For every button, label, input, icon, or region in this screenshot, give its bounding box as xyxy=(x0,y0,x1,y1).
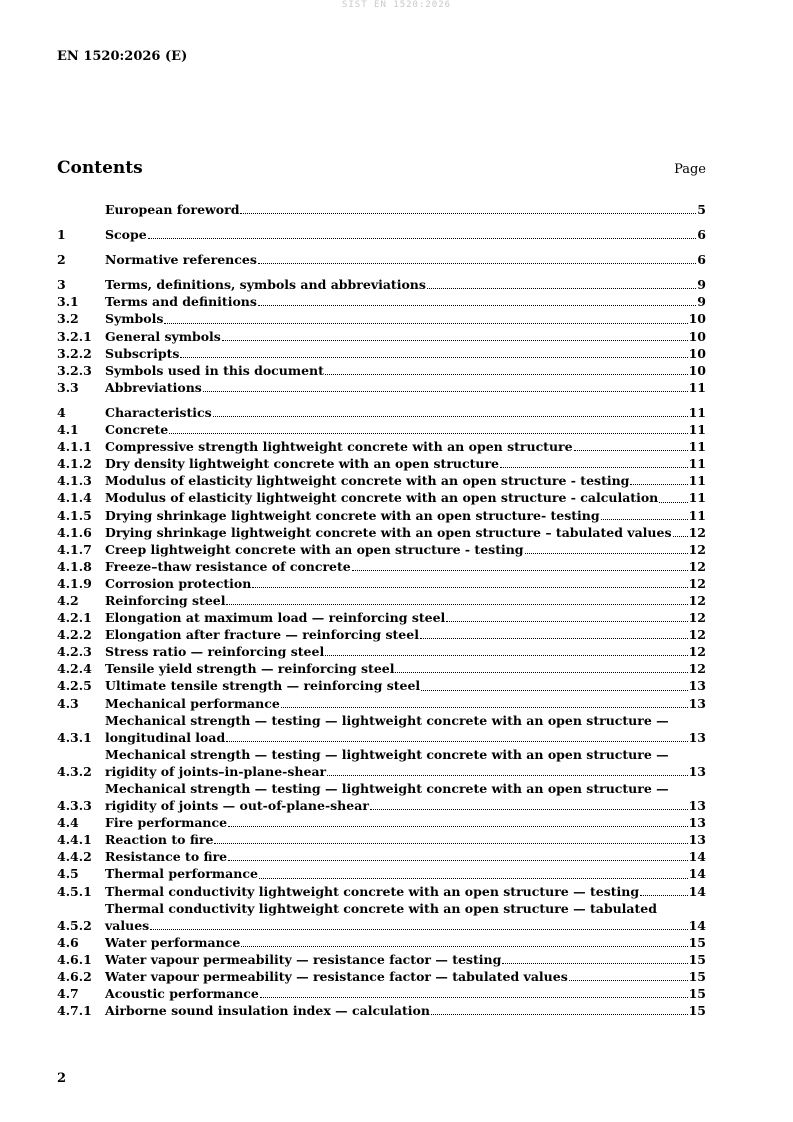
toc-entry-page: 13 xyxy=(688,695,706,711)
toc-entry-page: 9 xyxy=(697,277,706,293)
toc-entry-title: Corrosion protection xyxy=(105,575,252,591)
toc-dot-leader xyxy=(226,741,687,742)
toc-entry-page: 13 xyxy=(688,678,706,694)
toc-entry-title: Airborne sound insulation index — calculation xyxy=(105,1003,430,1019)
toc-entry-title: Symbols used in this document xyxy=(105,362,324,378)
toc-entry-title: Terms, definitions, symbols and abbreviations xyxy=(105,277,426,293)
toc-entry-number: 4 xyxy=(57,404,66,420)
toc-entry-title: Modulus of elasticity lightweight concrete with an open structure - testing xyxy=(105,473,630,489)
toc-dot-leader xyxy=(500,467,688,468)
toc-entry[interactable] xyxy=(57,848,706,865)
toc-entry-page: 12 xyxy=(688,558,706,574)
toc-entry-page: 11 xyxy=(688,456,706,472)
toc-entry[interactable] xyxy=(57,575,706,592)
toc-entry-title: Reinforcing steel xyxy=(105,592,226,608)
toc-entry-title: Reaction to fire xyxy=(105,832,214,848)
toc-dot-leader xyxy=(352,570,688,571)
toc-entry-number: 3.1 xyxy=(57,294,79,310)
page-number: 2 xyxy=(57,1071,67,1086)
toc-dot-leader xyxy=(630,484,687,485)
toc-entry-page: 12 xyxy=(688,661,706,677)
toc-entry-page: 5 xyxy=(697,202,706,217)
toc-dot-leader xyxy=(525,553,688,554)
toc-entry-page: 11 xyxy=(688,473,706,489)
toc-entry-page: 11 xyxy=(688,490,706,506)
toc-entry-number: 4.1.4 xyxy=(57,490,92,506)
toc-entry[interactable] xyxy=(57,379,706,396)
toc-entry-title: Mechanical strength — testing — lightweight concrete with an open structure — xyxy=(105,746,669,762)
toc-entry-page: 6 xyxy=(697,252,706,268)
toc-entry[interactable] xyxy=(57,524,706,541)
toc-entry-page: 15 xyxy=(688,986,706,1002)
toc-dot-leader xyxy=(569,980,688,981)
toc-entry-number: 4.1.9 xyxy=(57,575,92,591)
toc-entry-title: values xyxy=(105,917,150,933)
toc-dot-leader xyxy=(659,502,687,503)
toc-dot-leader xyxy=(214,843,687,844)
toc-entry-title: Scope xyxy=(105,227,147,243)
toc-entry-title: Compressive strength lightweight concrete with an open structure xyxy=(105,439,573,455)
toc-entry-number: 4.1.2 xyxy=(57,456,92,472)
toc-dot-leader xyxy=(281,707,688,708)
toc-entry-number: 4.6.1 xyxy=(57,951,92,967)
toc-entry-number: 4.2.1 xyxy=(57,610,92,626)
toc-entry[interactable] xyxy=(57,472,706,489)
toc-dot-leader xyxy=(420,638,688,639)
toc-entry-number: 3 xyxy=(57,277,66,293)
toc-dot-leader xyxy=(640,895,688,896)
toc-entry-page: 15 xyxy=(688,1003,706,1019)
toc-entry-page: 12 xyxy=(688,644,706,660)
toc-dot-leader xyxy=(240,213,696,214)
toc-entry[interactable] xyxy=(57,985,706,1002)
toc-entry-page: 14 xyxy=(688,917,706,933)
toc-entry-page: 11 xyxy=(688,404,706,420)
toc-entry-number: 4.7.1 xyxy=(57,1003,92,1019)
toc-entry-number: 4.5.2 xyxy=(57,917,92,933)
toc-entry[interactable] xyxy=(57,814,706,831)
toc-entry[interactable] xyxy=(57,328,706,345)
toc-entry-page: 6 xyxy=(697,227,706,243)
toc-entry-number: 2 xyxy=(57,252,66,268)
toc-dot-leader xyxy=(395,672,687,673)
toc-entry-number: 4.3.2 xyxy=(57,763,92,779)
toc-entry-title: Mechanical strength — testing — lightweight concrete with an open structure — xyxy=(105,712,669,728)
toc-entry-number: 4.2.5 xyxy=(57,678,92,694)
toc-entry[interactable] xyxy=(57,201,706,218)
toc-entry[interactable] xyxy=(57,780,706,814)
toc-entry-title: Normative references xyxy=(105,252,257,268)
toc-entry-title: Drying shrinkage lightweight concrete with an open structure – tabulated values xyxy=(105,524,672,540)
toc-entry-number: 4.2.3 xyxy=(57,644,92,660)
toc-entry-page: 13 xyxy=(688,832,706,848)
contents-heading: Contents xyxy=(57,158,143,178)
toc-entry-title: Ultimate tensile strength — reinforcing steel xyxy=(105,678,421,694)
toc-entry-number: 4.1.7 xyxy=(57,541,92,557)
toc-entry[interactable] xyxy=(57,276,706,293)
toc-entry-page: 10 xyxy=(688,345,706,361)
document-id: EN 1520:2026 (E) xyxy=(57,49,188,64)
toc-entry[interactable] xyxy=(57,609,706,626)
toc-entry-page: 14 xyxy=(688,849,706,865)
toc-entry-title: Thermal performance xyxy=(105,866,258,882)
toc-entry[interactable] xyxy=(57,541,706,558)
toc-dot-leader xyxy=(601,519,688,520)
toc-entry-title: European foreword xyxy=(105,202,240,217)
toc-entry[interactable] xyxy=(57,934,706,951)
toc-entry[interactable] xyxy=(57,226,706,243)
toc-entry-page: 11 xyxy=(688,439,706,455)
toc-entry-number: 4.2 xyxy=(57,592,79,608)
toc-entry[interactable] xyxy=(57,626,706,643)
toc-entry-page: 13 xyxy=(688,729,706,745)
toc-dot-leader xyxy=(164,323,687,324)
toc-entry-page: 10 xyxy=(688,311,706,327)
toc-dot-leader xyxy=(574,450,688,451)
toc-entry-number: 3.2.2 xyxy=(57,345,92,361)
toc-entry-page: 12 xyxy=(688,627,706,643)
toc-entry-title: longitudinal load xyxy=(105,729,226,745)
toc-entry[interactable] xyxy=(57,883,706,900)
toc-dot-leader xyxy=(213,416,688,417)
toc-entry-title: Thermal conductivity lightweight concrete with an open structure — testing xyxy=(105,883,640,899)
watermark-text: SIST EN 1520:2026 xyxy=(341,0,452,10)
toc-entry-page: 9 xyxy=(697,294,706,310)
toc-entry-number: 4.4 xyxy=(57,815,79,831)
toc-entry-page: 11 xyxy=(688,507,706,523)
toc-entry[interactable] xyxy=(57,362,706,379)
toc-entry-number: 3.2 xyxy=(57,311,79,327)
toc-dot-leader xyxy=(241,946,687,947)
toc-entry-number: 4.2.4 xyxy=(57,661,92,677)
toc-entry-title: Resistance to fire xyxy=(105,849,228,865)
toc-entry-title: Drying shrinkage lightweight concrete with an open structure- testing xyxy=(105,507,600,523)
toc-entry-number: 4.5.1 xyxy=(57,883,92,899)
toc-entry-title: Creep lightweight concrete with an open structure - testing xyxy=(105,541,524,557)
toc-entry-page: 12 xyxy=(688,592,706,608)
toc-entry-title: General symbols xyxy=(105,328,221,344)
toc-entry-number: 4.7 xyxy=(57,986,79,1002)
toc-entry-title: Water vapour permeability — resistance factor — testing xyxy=(105,951,502,967)
toc-entry-page: 12 xyxy=(688,524,706,540)
toc-entry-page: 13 xyxy=(688,815,706,831)
toc-entry-page: 13 xyxy=(688,798,706,814)
toc-entry[interactable] xyxy=(57,900,706,934)
toc-dot-leader xyxy=(421,690,687,691)
toc-entry-number: 4.6.2 xyxy=(57,969,92,985)
toc-entry[interactable] xyxy=(57,643,706,660)
toc-entry-title: Dry density lightweight concrete with an open structure xyxy=(105,456,500,472)
toc-entry-title: Abbreviations xyxy=(105,379,202,395)
toc-entry-title: Water vapour permeability — resistance factor — tabulated values xyxy=(105,969,568,985)
toc-dot-leader xyxy=(169,433,687,434)
toc-entry-number: 4.2.2 xyxy=(57,627,92,643)
toc-dot-leader xyxy=(228,826,688,827)
toc-dot-leader xyxy=(180,357,687,358)
toc-entry[interactable] xyxy=(57,831,706,848)
toc-entry[interactable] xyxy=(57,293,706,310)
toc-entry-title: rigidity of joints–in-plane-shear xyxy=(105,763,327,779)
toc-entry-page: 14 xyxy=(688,883,706,899)
toc-entry-title: Stress ratio — reinforcing steel xyxy=(105,644,325,660)
toc-dot-leader xyxy=(222,340,688,341)
toc-entry[interactable] xyxy=(57,660,706,677)
toc-entry-number: 4.1.6 xyxy=(57,524,92,540)
toc-entry-title: Fire performance xyxy=(105,815,228,831)
toc-dot-leader xyxy=(325,374,688,375)
toc-dot-leader xyxy=(226,604,687,605)
toc-dot-leader xyxy=(228,860,687,861)
toc-entry-page: 13 xyxy=(688,763,706,779)
toc-dot-leader xyxy=(150,929,687,930)
toc-entry-number: 4.6 xyxy=(57,934,79,950)
toc-entry-number: 4.1.3 xyxy=(57,473,92,489)
toc-entry[interactable] xyxy=(57,558,706,575)
toc-entry-title: Elongation after fracture — reinforcing steel xyxy=(105,627,419,643)
toc-entry-title: Concrete xyxy=(105,422,169,438)
toc-dot-leader xyxy=(431,1014,688,1015)
toc-entry[interactable] xyxy=(57,712,706,746)
toc-entry[interactable] xyxy=(57,251,706,268)
toc-entry-title: Water performance xyxy=(105,934,241,950)
toc-entry-title: Terms and definitions xyxy=(105,294,257,310)
toc-dot-leader xyxy=(203,391,688,392)
toc-dot-leader xyxy=(327,775,687,776)
toc-entry-page: 11 xyxy=(688,422,706,438)
toc-entry[interactable] xyxy=(57,438,706,455)
toc-entry-page: 10 xyxy=(688,328,706,344)
toc-entry-number: 3.2.3 xyxy=(57,362,92,378)
toc-entry[interactable] xyxy=(57,1002,706,1019)
toc-dot-leader xyxy=(148,238,697,239)
toc-entry[interactable] xyxy=(57,345,706,362)
toc-entry-number: 4.1 xyxy=(57,422,79,438)
toc-entry-page: 12 xyxy=(688,541,706,557)
toc-dot-leader xyxy=(252,587,687,588)
toc-entry-number: 4.3 xyxy=(57,695,79,711)
toc-entry-title: Acoustic performance xyxy=(105,986,259,1002)
toc-entry[interactable] xyxy=(57,695,706,712)
toc-entry-title: Symbols xyxy=(105,311,164,327)
toc-entry[interactable] xyxy=(57,865,706,882)
toc-entry-page: 11 xyxy=(688,379,706,395)
toc-entry-number: 4.3.1 xyxy=(57,729,92,745)
toc-dot-leader xyxy=(370,809,688,810)
toc-entry-number: 4.4.2 xyxy=(57,849,92,865)
toc-dot-leader xyxy=(258,263,696,264)
toc-dot-leader xyxy=(259,878,688,879)
toc-dot-leader xyxy=(673,536,688,537)
toc-entry[interactable] xyxy=(57,404,706,421)
toc-entry-title: Thermal conductivity lightweight concrete with an open structure — tabulated xyxy=(105,900,657,916)
toc-entry-number: 4.4.1 xyxy=(57,832,92,848)
toc-entry-title: Mechanical performance xyxy=(105,695,280,711)
toc-entry-page: 14 xyxy=(688,866,706,882)
toc-dot-leader xyxy=(258,305,696,306)
toc-entry[interactable] xyxy=(57,746,706,780)
toc-dot-leader xyxy=(427,288,696,289)
toc-entry-title: rigidity of joints — out-of-plane-shear xyxy=(105,798,369,814)
toc-entry[interactable] xyxy=(57,968,706,985)
toc-entry[interactable] xyxy=(57,421,706,438)
toc-entry-page: 10 xyxy=(688,362,706,378)
toc-entry-page: 15 xyxy=(688,969,706,985)
toc-entry-number: 4.1.1 xyxy=(57,439,92,455)
toc-entry[interactable] xyxy=(57,489,706,506)
toc-entry-number: 3.3 xyxy=(57,379,79,395)
toc-dot-leader xyxy=(446,621,687,622)
toc-entry-page: 15 xyxy=(688,934,706,950)
toc-entry-title: Subscripts xyxy=(105,345,180,361)
toc-entry-number: 3.2.1 xyxy=(57,328,92,344)
toc-entry-title: Modulus of elasticity lightweight concrete with an open structure - calculation xyxy=(105,490,659,506)
table-of-contents xyxy=(57,201,706,1019)
toc-entry-number: 4.3.3 xyxy=(57,798,92,814)
toc-entry-page: 15 xyxy=(688,951,706,967)
page-column-label: Page xyxy=(674,162,706,177)
toc-dot-leader xyxy=(260,997,688,998)
toc-entry-title: Elongation at maximum load — reinforcing steel xyxy=(105,610,446,626)
toc-entry[interactable] xyxy=(57,592,706,609)
toc-entry-page: 12 xyxy=(688,610,706,626)
toc-entry[interactable] xyxy=(57,455,706,472)
toc-entry[interactable] xyxy=(57,951,706,968)
toc-dot-leader xyxy=(325,655,687,656)
toc-entry-title: Tensile yield strength — reinforcing steel xyxy=(105,661,395,677)
toc-entry[interactable] xyxy=(57,507,706,524)
toc-entry-number: 4.5 xyxy=(57,866,79,882)
toc-entry-title: Characteristics xyxy=(105,404,212,420)
toc-entry-number: 4.1.8 xyxy=(57,558,92,574)
toc-entry-title: Mechanical strength — testing — lightweight concrete with an open structure — xyxy=(105,781,669,796)
toc-entry-page: 12 xyxy=(688,575,706,591)
toc-entry[interactable] xyxy=(57,677,706,694)
toc-entry-title: Freeze–thaw resistance of concrete xyxy=(105,558,351,574)
toc-entry-number: 1 xyxy=(57,227,66,243)
toc-entry[interactable] xyxy=(57,310,706,327)
toc-entry-number: 4.1.5 xyxy=(57,507,92,523)
toc-dot-leader xyxy=(502,963,687,964)
